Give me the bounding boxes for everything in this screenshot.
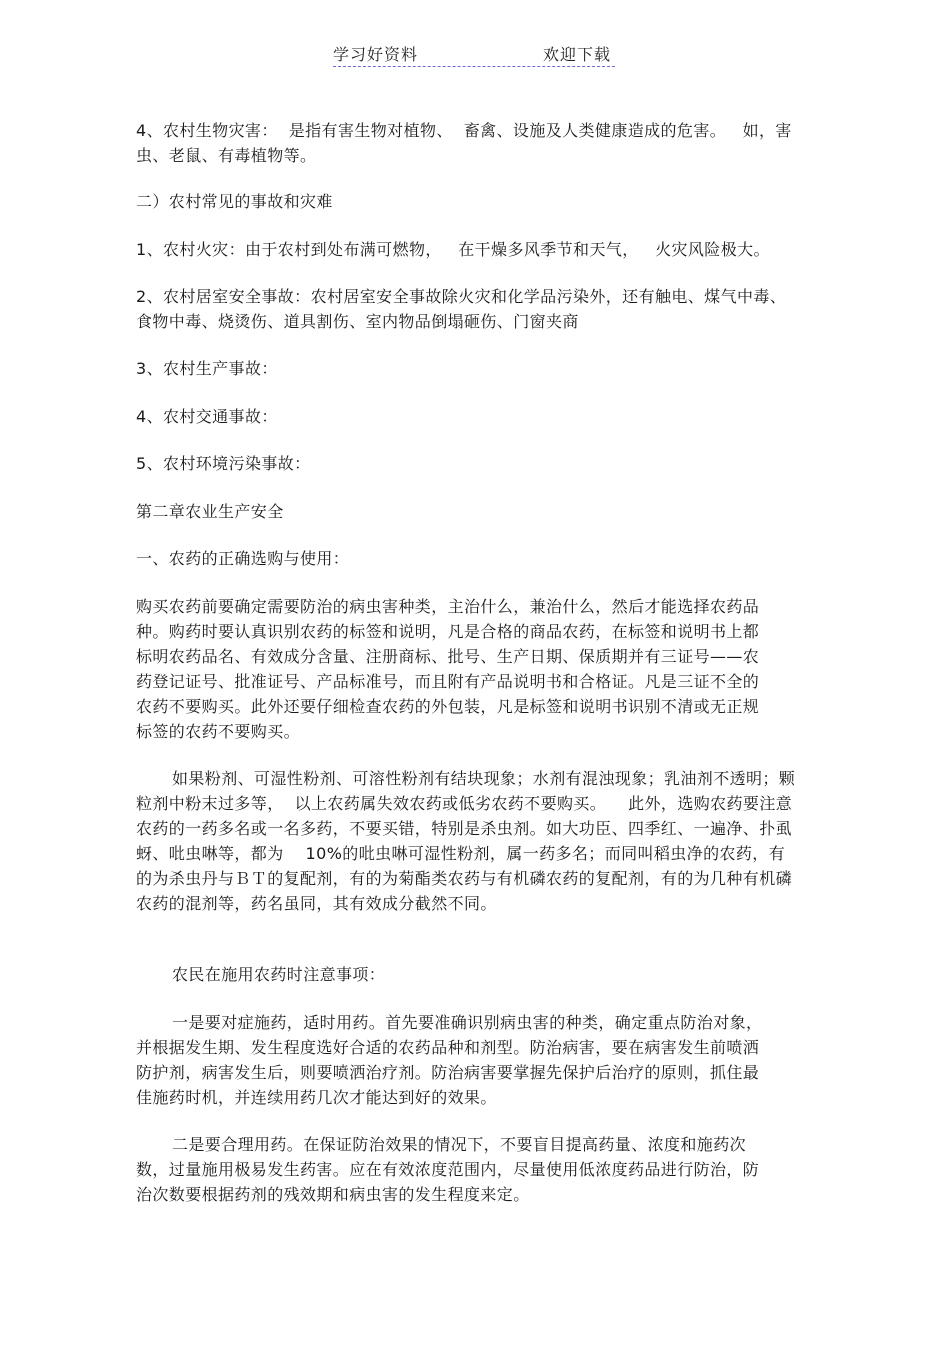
paragraph-point-one: 一是要对症施药，适时用药。首先要准确识别病虫害的种类，确定重点防治对象，并根据发生期、发生程度选好合适的农药品种和剂型。防治病害，要在病害发生前喷洒防护剂，病害发生后，则要喷洒治疗剂。防治病害要掌握先保护后治疗的原则，抓住最佳施药时机，并连续用药几次才能达到好的效果。 xyxy=(136,1013,763,1107)
section-heading-pesticide: 一、农药的正确选购与使用： xyxy=(136,549,350,568)
paragraph-inspection: 如果粉剂、可湿性粉剂、可溶性粉剂有结块现象；水剂有混浊现象；乳油剂不透明；颗粒剂中粉末过多等， 以上农药属失效农药或低劣农药不要购买。 此外，选购农药要注意农药的一药多名或一名多药，不要买错，特别是杀虫剂。如大功臣、四季红、一遍净、扑虱蚜、吡虫啉等，都为 10%的吡虫啉可湿性粉剂，属一药多名；而同叫稻虫净的农药，有的为杀虫丹与ＢＴ的复配剂，有的为菊酯类农药与有机磷农药的复配剂，有的为几种有机磷农药的混剂等，药名虽同，其有效成分截然不同。 xyxy=(136,769,796,913)
header-right-text: 欢迎下载 xyxy=(543,45,612,64)
chapter-heading: 第二章农业生产安全 xyxy=(136,502,284,521)
paragraph-precautions-heading: 农民在施用农药时注意事项： xyxy=(172,965,386,984)
paragraph-fire: 1、农村火灾：由于农村到处布满可燃物， 在干燥多风季节和天气， 火灾风险极大。 xyxy=(136,240,770,259)
paragraph-biological-disaster: 4、农村生物灾害： 是指有害生物对植物、 畜禽、设施及人类健康造成的危害。 如，害虫、老鼠、有毒植物等。 xyxy=(136,121,792,165)
paragraph-traffic-accident: 4、农村交通事故： xyxy=(136,407,278,426)
paragraph-home-safety: 2、农村居室安全事故：农村居室安全事故除火灾和化学品污染外，还有触电、煤气中毒、食物中毒、烧烫伤、道具割伤、室内物品倒塌砸伤、门窗夹商 xyxy=(136,287,787,331)
header-left-text: 学习好资料 xyxy=(333,45,419,64)
paragraph-pollution-accident: 5、农村环境污染事故： xyxy=(136,454,311,473)
paragraph-production-accident: 3、农村生产事故： xyxy=(136,359,278,378)
section-heading-accidents: 二）农村常见的事故和灾难 xyxy=(136,192,333,211)
page-header xyxy=(333,42,615,67)
paragraph-point-two: 二是要合理用药。在保证防治效果的情况下，不要盲目提高药量、浓度和施药次数，过量施用极易发生药害。应在有效浓度范围内，尽量使用低浓度药品进行防治，防治次数要根据药剂的残效期和病虫害的发生程度来定。 xyxy=(136,1135,760,1204)
paragraph-purchase: 购买农药前要确定需要防治的病虫害种类，主治什么，兼治什么，然后才能选择农药品种。购药时要认真识别农药的标签和说明，凡是合格的商品农药，在标签和说明书上都标明农药品名、有效成分含量、注册商标、批号、生产日期、保质期并有三证号——农药登记证号、批准证号、产品标准号，而且附有产品说明书和合格证。凡是三证不全的农药不要购买。此外还要仔细检查农药的外包装，凡是标签和说明书识别不清或无正规标签的农药不要购买。 xyxy=(136,597,760,741)
